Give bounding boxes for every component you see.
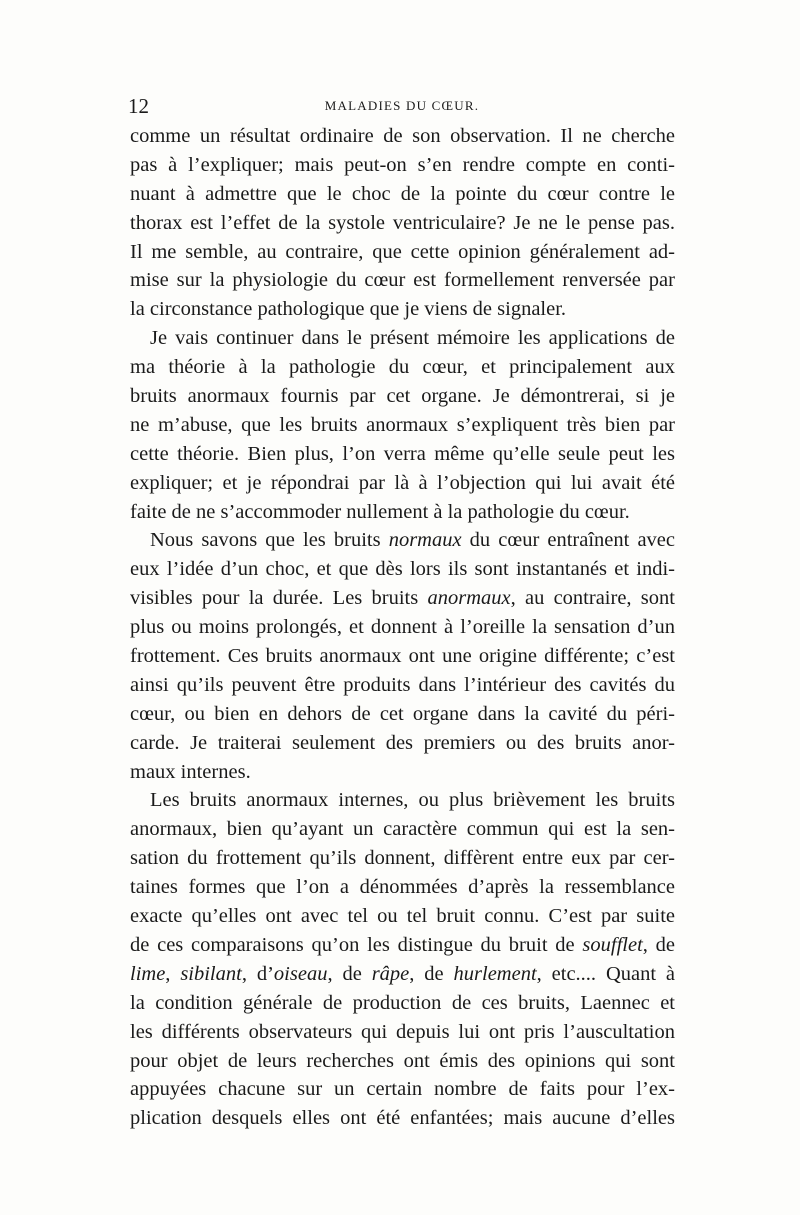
- page-number: 12: [128, 94, 149, 118]
- text-line: faite de ne s’accommoder nullement à la pathologie du cœur.: [130, 500, 630, 523]
- text-line: eux l’idée d’un choc, et que dès lors ils sont instantanés et indi-: [130, 558, 675, 581]
- text-line: Les bruits anormaux internes, ou plus brièvement les bruits: [150, 789, 675, 812]
- text-line: visibles pour la durée. Les bruits anormaux, au contraire, sont: [130, 587, 675, 610]
- italic-term: lime: [130, 962, 166, 985]
- text-line: taines formes que l’on a dénommées d’après la ressemblance: [130, 876, 675, 899]
- text-line: pas à l’expliquer; mais peut-on s’en rendre compte en conti-: [130, 153, 675, 176]
- running-title: MALADIES DU CŒUR.: [324, 98, 480, 113]
- text-line: expliquer; et je répondrai par là à l’objection qui lui avait été: [130, 471, 675, 494]
- text-line: frottement. Ces bruits anormaux ont une origine différente; c’est: [130, 645, 675, 668]
- text-line: carde. Je traiterai seulement des premiers ou des bruits anor-: [130, 731, 675, 754]
- italic-term: sibilant: [180, 962, 242, 985]
- text-line: nuant à admettre que le choc de la pointe du cœur contre le: [130, 182, 675, 205]
- text-line: bruits anormaux fournis par cet organe. Je démontrerai, si je: [130, 385, 675, 408]
- text-line: pour objet de leurs recherches ont émis des opinions qui sont: [130, 1049, 675, 1072]
- running-head: [128, 94, 676, 118]
- text-line: Il me semble, au contraire, que cette opinion généralement ad-: [130, 240, 675, 263]
- text-line: mise sur la physiologie du cœur est formellement renversée par: [130, 269, 675, 292]
- text-line: plus ou moins prolongés, et donnent à l’oreille la sensation d’un: [130, 616, 675, 639]
- text-line: thorax est l’effet de la systole ventriculaire? Je ne le pense pas.: [130, 211, 675, 234]
- text-line: cœur, ou bien en dehors de cet organe dans la cavité du péri-: [130, 702, 675, 725]
- text-line: plication desquels elles ont été enfantées; mais aucune d’elles: [130, 1107, 675, 1130]
- text-line: comme un résultat ordinaire de son observation. Il ne cherche: [130, 125, 675, 147]
- italic-term: oiseau: [273, 962, 328, 985]
- italic-term: soufflet: [582, 933, 643, 956]
- text-line: appuyées chacune sur un certain nombre de faits pour l’ex-: [130, 1078, 675, 1101]
- text-line: Je vais continuer dans le présent mémoire les applications de: [150, 327, 675, 350]
- italic-term: normaux: [388, 529, 462, 552]
- italic-term: anormaux: [427, 587, 511, 610]
- text-line: la circonstance pathologique que je viens de signaler.: [130, 298, 567, 321]
- text-line: anormaux, bien qu’ayant un caractère commun qui est la sen-: [130, 818, 675, 841]
- text-line: cette théorie. Bien plus, l’on verra même qu’elle seule peut les: [130, 442, 675, 465]
- text-line: sation du frottement qu’ils donnent, diffèrent entre eux par cer-: [130, 847, 675, 870]
- text-line: ne m’abuse, que les bruits anormaux s’expliquent très bien par: [130, 413, 675, 436]
- text-line: les différents observateurs qui depuis lui ont pris l’auscultation: [130, 1020, 675, 1043]
- body-text: [130, 122, 675, 1133]
- text-line: la condition générale de production de ces bruits, Laennec et: [130, 991, 675, 1014]
- text-line: lime, sibilant, d’oiseau, de râpe, de hurlement, etc.... Quant à: [130, 962, 675, 985]
- text-line: ainsi qu’ils peuvent être produits dans l’intérieur des cavités du: [130, 673, 675, 696]
- italic-term: hurlement: [453, 962, 537, 985]
- text-line: ma théorie à la pathologie du cœur, et principalement aux: [130, 356, 675, 379]
- text-line: exacte qu’elles ont avec tel ou tel bruit connu. C’est par suite: [130, 905, 675, 928]
- text-line: de ces comparaisons qu’on les distingue du bruit de soufflet, de: [130, 933, 675, 956]
- text-line: maux internes.: [130, 760, 251, 783]
- text-line: Nous savons que les bruits normaux du cœur entraînent avec: [150, 529, 675, 552]
- italic-term: râpe: [371, 962, 410, 985]
